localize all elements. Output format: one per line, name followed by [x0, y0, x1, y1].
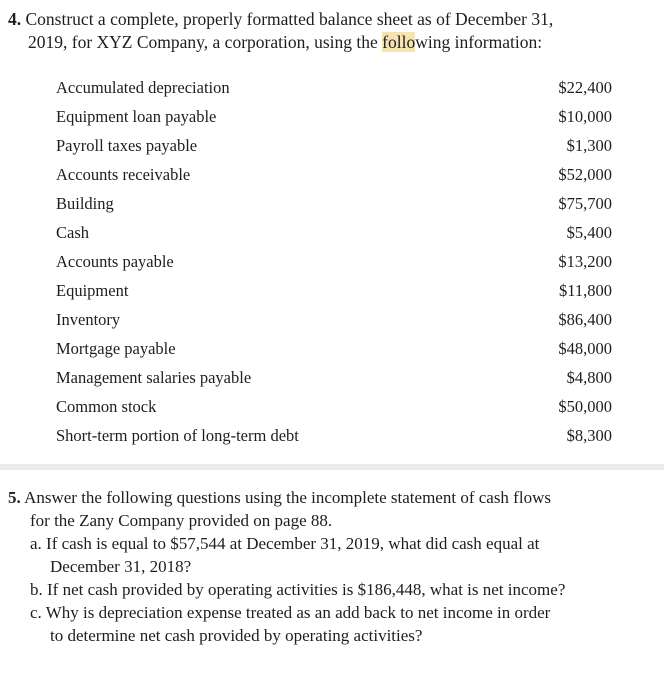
account-amount: $5,400	[566, 223, 612, 242]
account-amount: $75,700	[558, 194, 612, 213]
account-row	[56, 310, 612, 339]
question-5a-line-2: December 31, 2018?	[50, 557, 192, 576]
question-5-text-1: Answer the following questions using the incomplete statement of cash flows	[24, 488, 551, 507]
question-4-line-2	[8, 31, 648, 54]
question-4-text-2b: wing information:	[415, 32, 543, 52]
account-label: Cash	[56, 223, 89, 242]
question-4-prompt	[8, 8, 648, 54]
account-label: Payroll taxes payable	[56, 136, 198, 155]
account-label: Short-term portion of long-term debt	[56, 426, 299, 445]
question-4-number: 4.	[8, 9, 22, 29]
question-5a-line-1: a. If cash is equal to $57,544 at December 31, 2019, what did cash equal at	[30, 534, 540, 553]
account-label: Equipment loan payable	[56, 107, 217, 126]
account-row	[56, 78, 612, 107]
question-5c-line-2: to determine net cash provided by operating activities?	[50, 626, 423, 645]
account-label: Accounts payable	[56, 252, 174, 271]
account-amount: $50,000	[558, 397, 612, 416]
account-label: Inventory	[56, 310, 121, 329]
account-amount: $13,200	[558, 252, 612, 271]
question-5-prompt	[8, 486, 648, 647]
account-amount: $22,400	[558, 78, 612, 97]
account-amount: $52,000	[558, 165, 612, 184]
account-amount: $86,400	[558, 310, 612, 329]
question-5-line-1	[8, 486, 648, 509]
account-list	[56, 78, 612, 455]
account-row	[56, 281, 612, 310]
question-5b-line-1: b. If net cash provided by operating activities is $186,448, what is net income?	[30, 580, 566, 599]
question-5-number: 5.	[8, 488, 21, 507]
account-row	[56, 107, 612, 136]
account-row	[56, 194, 612, 223]
account-label: Equipment	[56, 281, 129, 300]
account-row	[56, 252, 612, 281]
account-label: Management salaries payable	[56, 368, 252, 387]
account-label: Common stock	[56, 397, 157, 416]
account-row	[56, 136, 612, 165]
question-5-line-2: for the Zany Company provided on page 88.	[30, 511, 333, 530]
question-4-text-1: Construct a complete, properly formatted balance sheet as of December 31,	[25, 9, 554, 29]
account-label: Accounts receivable	[56, 165, 191, 184]
account-amount: $48,000	[558, 339, 612, 358]
account-amount: $4,800	[566, 368, 612, 387]
account-row	[56, 426, 612, 455]
account-amount: $11,800	[558, 281, 612, 300]
account-row	[56, 223, 612, 252]
account-label: Mortgage payable	[56, 339, 176, 358]
account-row	[56, 165, 612, 194]
account-row	[56, 339, 612, 368]
account-amount: $8,300	[566, 426, 612, 445]
question-5c-line-1: c. Why is depreciation expense treated as an add back to net income in order	[30, 603, 551, 622]
question-4-text-2a: 2019, for XYZ Company, a corporation, using the	[28, 32, 383, 52]
account-amount: $10,000	[558, 107, 612, 126]
account-label: Accumulated depreciation	[56, 78, 230, 97]
highlighted-text: follo	[382, 32, 416, 52]
account-label: Building	[56, 194, 114, 213]
account-row	[56, 397, 612, 426]
question-4-line-1	[8, 8, 648, 31]
account-amount: $1,300	[566, 136, 612, 155]
account-row	[56, 368, 612, 397]
question-5-panel	[0, 470, 664, 700]
